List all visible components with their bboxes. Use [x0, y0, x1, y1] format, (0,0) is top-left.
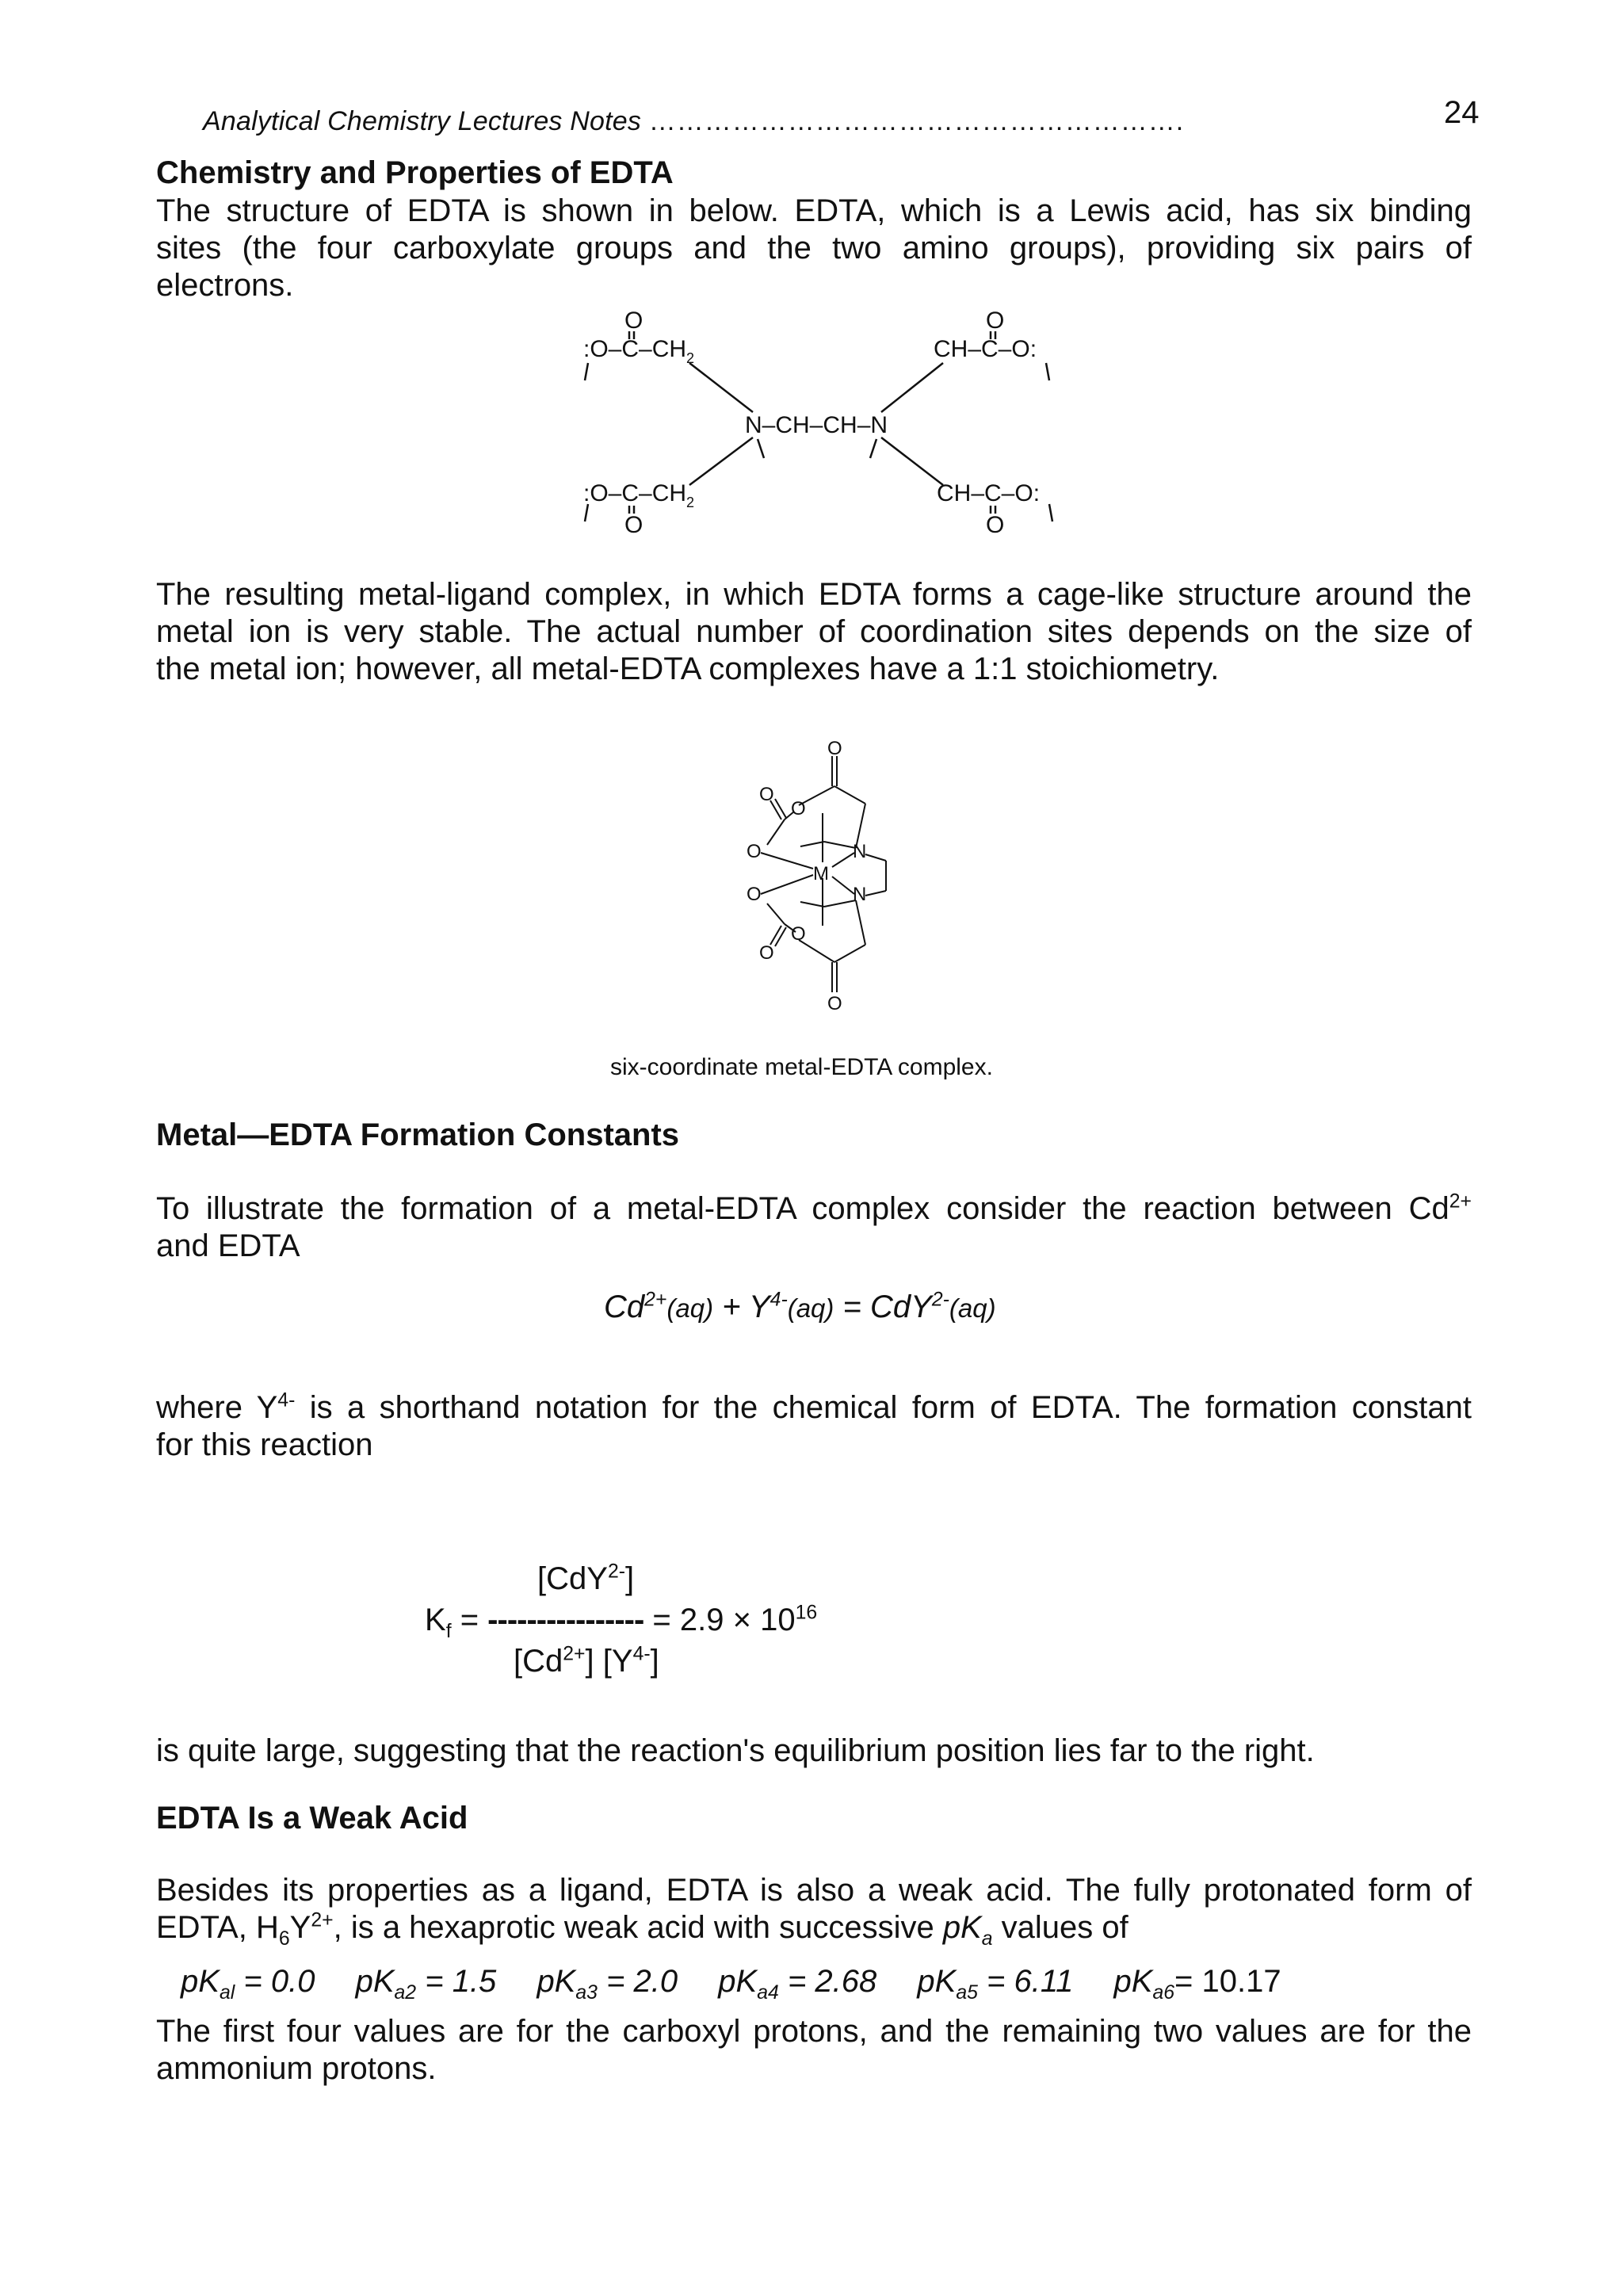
paragraph-weak-acid	[156, 1872, 1472, 1950]
section-heading-edta-properties: Chemistry and Properties of EDTA	[156, 155, 674, 190]
metal-edta-complex-diagram	[713, 737, 919, 1022]
kf-denominator: $[Cd^{2+}]$ $[Y^{4-}]$	[514, 1643, 659, 1679]
kf-numerator: [CdY$^{2-}$]	[537, 1561, 635, 1596]
edta-structure-diagram	[571, 301, 1078, 539]
paragraph-edta-structure	[156, 193, 1472, 304]
text-line: for this reaction	[156, 1427, 373, 1462]
paragraph-pka-explanation	[156, 2013, 1472, 2088]
text-line: The structure of EDTA is shown in below. EDTA, which is a Lewis acid, has six binding	[156, 193, 1472, 228]
paragraph-formation-intro	[156, 1190, 1472, 1265]
atom-oxygen: O	[791, 923, 806, 945]
atom-oxygen: O	[759, 942, 774, 964]
label-top-left-group: $:O-C-CH_2$	[583, 336, 695, 366]
label-oxygen: O	[624, 512, 643, 538]
pka-item: $pK_{a3} = 2.0$	[537, 1964, 678, 2004]
atom-oxygen: O	[747, 884, 762, 905]
atom-nitrogen: N	[853, 884, 867, 905]
atom-metal: M	[813, 863, 829, 884]
paragraph-where-y4	[156, 1389, 1472, 1464]
page-number: 24	[1444, 95, 1480, 130]
text-line: Besides its properties as a ligand, EDTA is also a weak acid. The fully protonated form of	[156, 1873, 1472, 1908]
atom-oxygen: O	[747, 841, 762, 862]
label-oxygen: O	[986, 308, 1005, 334]
pka-item: $pK_{a4} = 2.68$	[718, 1964, 877, 2004]
running-dots: ………………………………………………….	[648, 106, 1185, 136]
kf-expression-line: $K_f$ = ---------------- = $2.9 \times 10^{16}$	[425, 1602, 818, 1642]
text-line: The first four values are for the carboxyl protons, and the remaining two values are for the	[156, 2014, 1472, 2049]
text-line: sites (the four carboxylate groups and the two amino groups), providing six pairs of	[156, 231, 1472, 266]
atom-oxygen: O	[827, 738, 842, 759]
section-heading-formation-constants: Metal—EDTA Formation Constants	[156, 1117, 680, 1152]
pka-values-row	[181, 1964, 1313, 2004]
label-center-ethylenediamine: N–CH–CH–N	[745, 412, 888, 438]
label-bottom-left-group: $:O-C-CH_2$	[583, 480, 695, 510]
text-line: and EDTA	[156, 1228, 300, 1263]
text-line: EDTA, $H_6Y^{2+}$, is a hexaprotic weak acid with successive $pK_a$ values of	[156, 1909, 1128, 1950]
atom-oxygen: O	[791, 798, 806, 819]
section-heading-weak-acid: EDTA Is a Weak Acid	[156, 1801, 468, 1836]
text-line: electrons.	[156, 268, 294, 303]
figure-caption: six-coordinate metal-EDTA complex.	[610, 1054, 993, 1080]
text-line: ammonium protons.	[156, 2051, 437, 2086]
running-title: Analytical Chemistry Lectures Notes	[203, 106, 642, 136]
paragraph-complex-stability	[156, 576, 1472, 688]
text-line: To illustrate the formation of a metal-EDTA complex consider the reaction between $Cd^{2+}$	[156, 1190, 1472, 1226]
text-line: the metal ion; however, all metal-EDTA complexes have a 1:1 stoichiometry.	[156, 651, 1220, 686]
text-line: metal ion is very stable. The actual number of coordination sites depends on the size of	[156, 614, 1472, 649]
label-bottom-right-group: CH–C–O:	[937, 480, 1041, 506]
pka-item: $pK_{al} = 0.0$	[181, 1964, 315, 2004]
running-header	[203, 106, 1184, 137]
label-oxygen: O	[624, 308, 643, 334]
pka-item: $pK_{a6}= 10.17$	[1113, 1964, 1281, 2004]
pka-item: $pK_{a5} = 6.11$	[917, 1964, 1074, 2004]
label-oxygen: O	[986, 512, 1005, 538]
atom-nitrogen: N	[853, 841, 867, 862]
reaction-equation: $Cd^{2+}(aq) + Y^{4-}(aq) = CdY^{2-}(aq)$	[604, 1289, 996, 1324]
pka-item: $pK_{a2} = 1.5$	[355, 1964, 497, 2004]
paragraph-kf-conclusion	[156, 1733, 1472, 1770]
complex-atom-labels	[747, 738, 866, 1014]
text-line: where $Y^{4-}$ is a shorthand notation for the chemical form of EDTA. The formation constant	[156, 1389, 1472, 1425]
text-line: The resulting metal-ligand complex, in which EDTA forms a cage-like structure around the	[156, 577, 1472, 612]
atom-oxygen: O	[759, 784, 774, 805]
text-line: is quite large, suggesting that the reaction's equilibrium position lies far to the right.	[156, 1733, 1315, 1768]
atom-oxygen: O	[827, 993, 842, 1014]
label-top-right-group: CH–C–O:	[934, 336, 1037, 362]
